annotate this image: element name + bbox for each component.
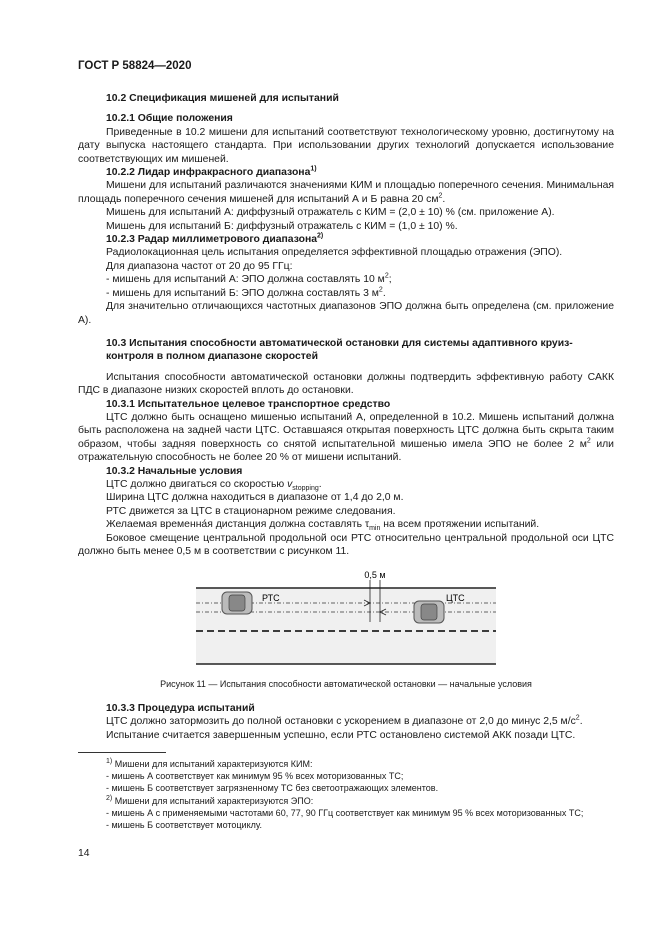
radar-p3: Для значительно отличающихся частотных диапазонов ЭПО должна быть определена (см. приложение А).	[78, 301, 614, 326]
road-diagram	[196, 570, 496, 670]
target-b-line: Мишень для испытаний Б: диффузный отражатель с КИМ = (1,0 ± 10) %.	[106, 220, 458, 232]
cond-offset: Боковое смещение центральной продольной оси РТС относительно центральной продольной оси ЦТС должно быть менее 0,5 м в соответствии с рисунком 11.	[78, 532, 614, 557]
page-number: 14	[78, 848, 90, 859]
section-10-3-title: 10.3 Испытания способности автоматической остановки для системы адаптивного круиз-контроля в полном диапазоне скоростей	[106, 337, 573, 363]
cond-width: Ширина ЦТС должна находиться в диапазоне от 1,4 до 2,0 м.	[106, 492, 404, 504]
section-10-2-2-title: 10.2.2 Лидар инфракрасного диапазона$^{1)}$	[106, 165, 317, 179]
cond-time-gap: Желаемая временна́я дистанция должна составлять $\tau_{min}$ на всем протяжении испытаний.	[106, 519, 540, 533]
section-10-2-2-text: Мишени для испытаний различаются значениями КИМ и площадью поперечного сечения. Минимальная площадь поперечного сечения мишеней для испытаний А и Б равна 20 $см^2$.	[78, 180, 614, 205]
radar-li2: - мишень для испытаний Б: ЭПО должна составлять 3 $м^2$.	[106, 286, 386, 299]
radar-p1: Радиолокационная цель испытания определяется эффективной площадью отражения (ЭПО).	[106, 247, 563, 259]
rts-label: РТС	[262, 593, 280, 604]
section-10-3-2-title: 10.3.2 Начальные условия	[106, 465, 243, 477]
figure-caption: Рисунок 11 — Испытания способности автоматической остановки — начальные условия	[160, 679, 532, 690]
section-10-3-intro: Испытания способности автоматической остановки должны подтвердить эффективную работу САКК ПДС в диапазоне низких скоростей вплоть до остановки.	[78, 371, 614, 397]
cond-speed: ЦТС должно двигаться со скоростью $v_{stopping}$.	[106, 478, 322, 493]
section-10-2-3-title: 10.2.3 Радар миллиметрового диапазона$^{2)}$	[106, 232, 324, 246]
footnote-1: $^{1)}$ Мишени для испытаний характеризуются КИМ:	[106, 758, 313, 769]
cond-follow: РТС движется за ЦТС в стационарном режиме следования.	[106, 505, 396, 517]
footnote-2-a: - мишень А с применяемыми частотами 60, 77, 90 ГГц соответствует как минимум 95 % всех моторизованных ТС;	[106, 807, 584, 818]
footnote-1-a: - мишень А соответствует как минимум 95 % всех моторизованных ТС;	[106, 771, 404, 782]
rts-car	[222, 592, 252, 614]
footnote-2: $^{2)}$ Мишени для испытаний характеризуются ЭПО:	[106, 794, 314, 806]
footnote-1-b: - мишень Б соответствует загрязненному ТС без светоотражающих элементов.	[106, 783, 439, 794]
footnotes	[78, 752, 614, 831]
document-header: ГОСТ Р 58824—2020	[78, 60, 192, 72]
section-10-3-3-title: 10.3.3 Процедура испытаний	[106, 702, 255, 714]
section-10-3-1-text: ЦТС должно быть оснащено мишенью испытаний А, определенной в 10.2. Мишень испытаний должна быть расположена на задней части ЦТС. Оставшаяся открытая поверхность ЦТС должна быть скрыта таким образом, чтобы задняя поверхность со снятой испытательной мишенью имела ЭПО не более 2 $м^2$ или отражательную способность не более 20 % от мишени испытаний.	[78, 411, 614, 464]
radar-p2: Для диапазона частот от 20 до 95 ГГц:	[106, 260, 293, 272]
cts-label: ЦТС	[446, 593, 465, 604]
figure-11	[78, 570, 614, 691]
procedure-l1: ЦТС должно затормозить до полной остановки с ускорением в диапазоне от 2,0 до минус 2,5 $м/с^2$.	[106, 714, 583, 728]
footnote-ref-1[interactable]: 1)	[310, 165, 317, 173]
footnote-2-b: - мишень Б соответствует мотоциклу.	[106, 820, 262, 831]
section-10-2-title: 10.2 Спецификация мишеней для испытаний	[106, 93, 339, 104]
cts-car	[414, 601, 444, 623]
footnote-divider	[78, 752, 166, 753]
target-a-line: Мишень для испытаний А: диффузный отражатель с КИМ = (2,0 ± 10) % (см. приложение А).	[106, 207, 555, 219]
main-content	[78, 92, 614, 742]
radar-li1: - мишень для испытаний А: ЭПО должна составлять 10 $м^2$;	[106, 272, 392, 286]
offset-label: 0,5 м	[364, 570, 386, 581]
section-10-3-1-title: 10.3.1 Испытательное целевое транспортное средство	[106, 398, 391, 410]
footnote-ref-2[interactable]: 2)	[317, 232, 324, 240]
section-10-2-1-title: 10.2.1 Общие положения	[106, 113, 233, 125]
procedure-l2: Испытание считается завершенным успешно, если РТС остановлено системой АКК позади ЦТС.	[106, 729, 576, 741]
section-10-2-1-text: Приведенные в 10.2 мишени для испытаний соответствуют технологическому уровню, достигнутому на дату выпуска настоящего стандарта. При использовании других технологий допускается использование соответствующих им мишеней.	[78, 126, 614, 165]
